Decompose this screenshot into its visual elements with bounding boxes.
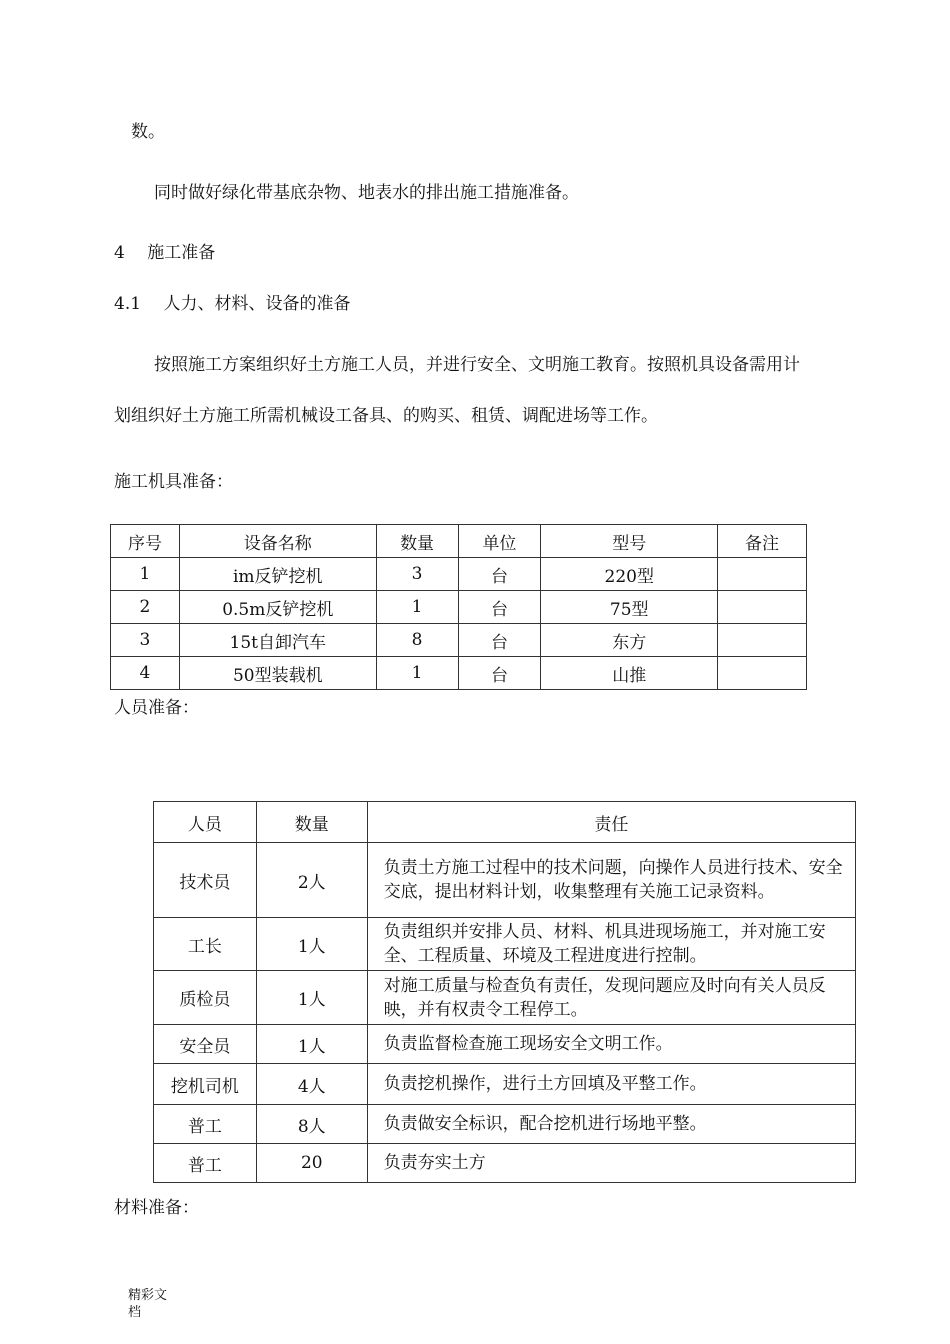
table-cell: 4	[111, 657, 180, 690]
table-cell: 1人	[256, 918, 367, 971]
table-cell: 挖机司机	[154, 1064, 257, 1105]
header-cell: 数量	[376, 525, 458, 558]
table-row	[111, 657, 807, 690]
table-cell: 4人	[256, 1064, 367, 1105]
paragraph-prep-line2: 划组织好土方施工所需机械设工备具、的购买、租赁、调配进场等工作。	[114, 406, 658, 426]
table-cell: 1	[376, 657, 458, 690]
table-cell: 75型	[541, 591, 718, 624]
table-row	[111, 591, 807, 624]
header-cell: 型号	[541, 525, 718, 558]
table-cell: 技术员	[154, 843, 257, 918]
table-cell: 20	[256, 1144, 367, 1183]
table-row	[154, 971, 856, 1025]
table-cell: 220型	[541, 558, 718, 591]
table-cell: 8人	[256, 1105, 367, 1144]
table-cell: 安全员	[154, 1025, 257, 1064]
staff-label: 人员准备：	[114, 698, 199, 718]
table-row	[154, 843, 856, 918]
table-cell: 山推	[541, 657, 718, 690]
table-cell	[718, 558, 807, 591]
paragraph-prep-line1: 按照施工方案组织好土方施工人员，并进行安全、文明施工教育。按照机具设备需用计	[154, 355, 800, 375]
table-cell: 台	[458, 624, 541, 657]
table-cell: 负责土方施工过程中的技术问题，向操作人员进行技术、安全交底，提出材料计划，收集整理有关施工记录资料。	[367, 843, 855, 918]
paragraph-continuation: 数。	[131, 122, 165, 142]
equipment-table	[110, 524, 807, 690]
table-cell: 15t自卸汽车	[179, 624, 376, 657]
table-cell: 东方	[541, 624, 718, 657]
table-cell: 台	[458, 591, 541, 624]
header-cell: 责任	[367, 802, 855, 843]
table-cell: 3	[376, 558, 458, 591]
table-row	[111, 624, 807, 657]
table-cell: 负责做安全标识，配合挖机进行场地平整。	[367, 1105, 855, 1144]
table-cell	[718, 591, 807, 624]
paragraph-greenbelt: 同时做好绿化带基底杂物、地表水的排出施工措施准备。	[154, 183, 579, 203]
table-cell: 普工	[154, 1105, 257, 1144]
table-cell: 台	[458, 558, 541, 591]
table-cell: 1	[111, 558, 180, 591]
table-row	[154, 918, 856, 971]
header-cell: 人员	[154, 802, 257, 843]
table-cell: 3	[111, 624, 180, 657]
table-row	[154, 1144, 856, 1183]
table-cell: 2人	[256, 843, 367, 918]
table-cell: 对施工质量与检查负有责任，发现问题应及时向有关人员反映，并有权责令工程停工。	[367, 971, 855, 1025]
table-cell: 工长	[154, 918, 257, 971]
staff-table	[153, 801, 856, 1183]
table-cell: 台	[458, 657, 541, 690]
header-cell: 数量	[256, 802, 367, 843]
header-cell: 单位	[458, 525, 541, 558]
footer-text: 精彩文档	[128, 1288, 168, 1320]
table-cell	[718, 624, 807, 657]
table-cell: 1人	[256, 1025, 367, 1064]
table-cell: 1	[376, 591, 458, 624]
table-cell	[718, 657, 807, 690]
equipment-label: 施工机具准备：	[114, 472, 233, 492]
header-cell: 设备名称	[179, 525, 376, 558]
table-row	[111, 558, 807, 591]
table-cell: 1人	[256, 971, 367, 1025]
table-cell: 8	[376, 624, 458, 657]
table-cell: 50型装载机	[179, 657, 376, 690]
section-heading-4-1: 4.1 人力、材料、设备的准备	[114, 294, 351, 314]
table-header-row	[154, 802, 856, 843]
table-row	[154, 1064, 856, 1105]
table-cell: im反铲挖机	[179, 558, 376, 591]
table-cell: 负责夯实土方	[367, 1144, 855, 1183]
table-cell: 负责组织并安排人员、材料、机具进现场施工，并对施工安全、工程质量、环境及工程进度进行控制。	[367, 918, 855, 971]
table-cell: 负责挖机操作，进行土方回填及平整工作。	[367, 1064, 855, 1105]
section-heading-4: 4 施工准备	[114, 243, 216, 263]
table-row	[154, 1105, 856, 1144]
table-row	[154, 1025, 856, 1064]
table-cell: 普工	[154, 1144, 257, 1183]
table-cell: 0.5m反铲挖机	[179, 591, 376, 624]
table-cell: 负责监督检查施工现场安全文明工作。	[367, 1025, 855, 1064]
table-cell: 质检员	[154, 971, 257, 1025]
material-label: 材料准备：	[114, 1198, 199, 1218]
header-cell: 备注	[718, 525, 807, 558]
table-header-row	[111, 525, 807, 558]
table-cell: 2	[111, 591, 180, 624]
header-cell: 序号	[111, 525, 180, 558]
